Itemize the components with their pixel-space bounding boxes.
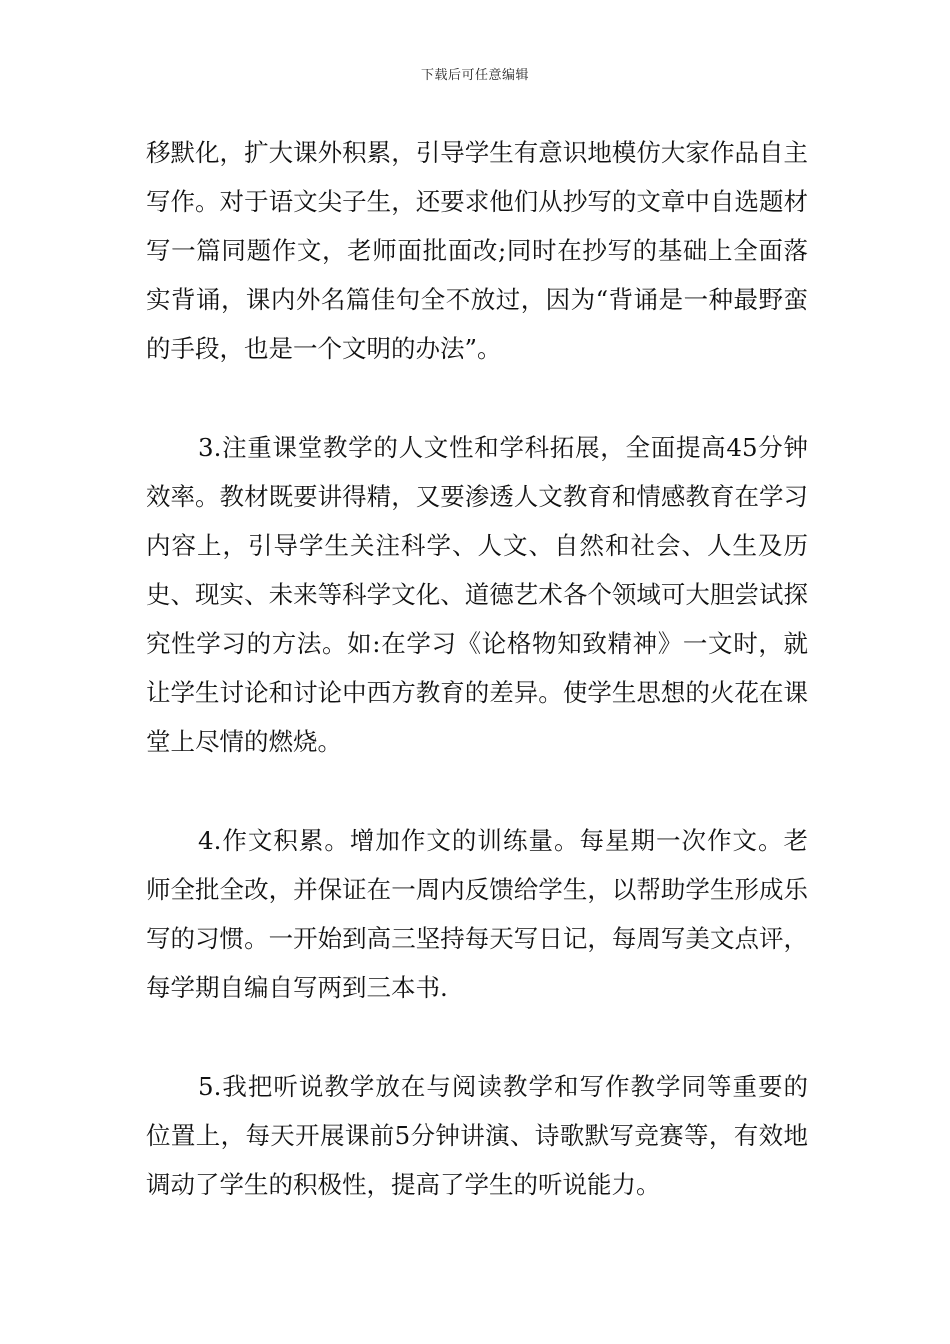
paragraph-continuation: 移默化，扩大课外积累，引导学生有意识地模仿大家作品自主写作。对于语文尖子生，还要求他们从抄写的文章中自选题材写一篇同题作文，老师面批面改;同时在抄写的基础上全面落实背诵，课内外名篇佳句全不放过，因为“背诵是一种最野蛮的手段，也是一个文明的办法”。 — [146, 138, 808, 363]
paragraph-gap — [146, 1012, 808, 1062]
paragraph-item-4: 4.作文积累。增加作文的训练量。每星期一次作文。老师全批全改，并保证在一周内反馈给学生，以帮助学生形成乐写的习惯。一开始到高三坚持每天写日记，每周写美文点评，每学期自编自写两到三本书. — [146, 826, 808, 1002]
paragraph-gap — [146, 766, 808, 816]
document-body — [146, 128, 808, 1209]
paragraph-gap — [146, 373, 808, 423]
paragraph-item-5: 5.我把听说教学放在与阅读教学和写作教学同等重要的位置上，每天开展课前5分钟讲演、诗歌默写竞赛等，有效地调动了学生的积极性，提高了学生的听说能力。 — [146, 1072, 808, 1199]
paragraph-item-3: 3.注重课堂教学的人文性和学科拓展，全面提高45分钟效率。教材既要讲得精，又要渗透人文教育和情感教育在学习内容上，引导学生关注科学、人文、自然和社会、人生及历史、现实、未来等科学文化、道德艺术各个领域可大胆尝试探究性学习的方法。如:在学习《论格物知致精神》一文时，就让学生讨论和讨论中西方教育的差异。使学生思想的火花在课堂上尽情的燃烧。 — [146, 433, 808, 756]
page-header: 下载后可任意编辑 — [420, 68, 529, 83]
